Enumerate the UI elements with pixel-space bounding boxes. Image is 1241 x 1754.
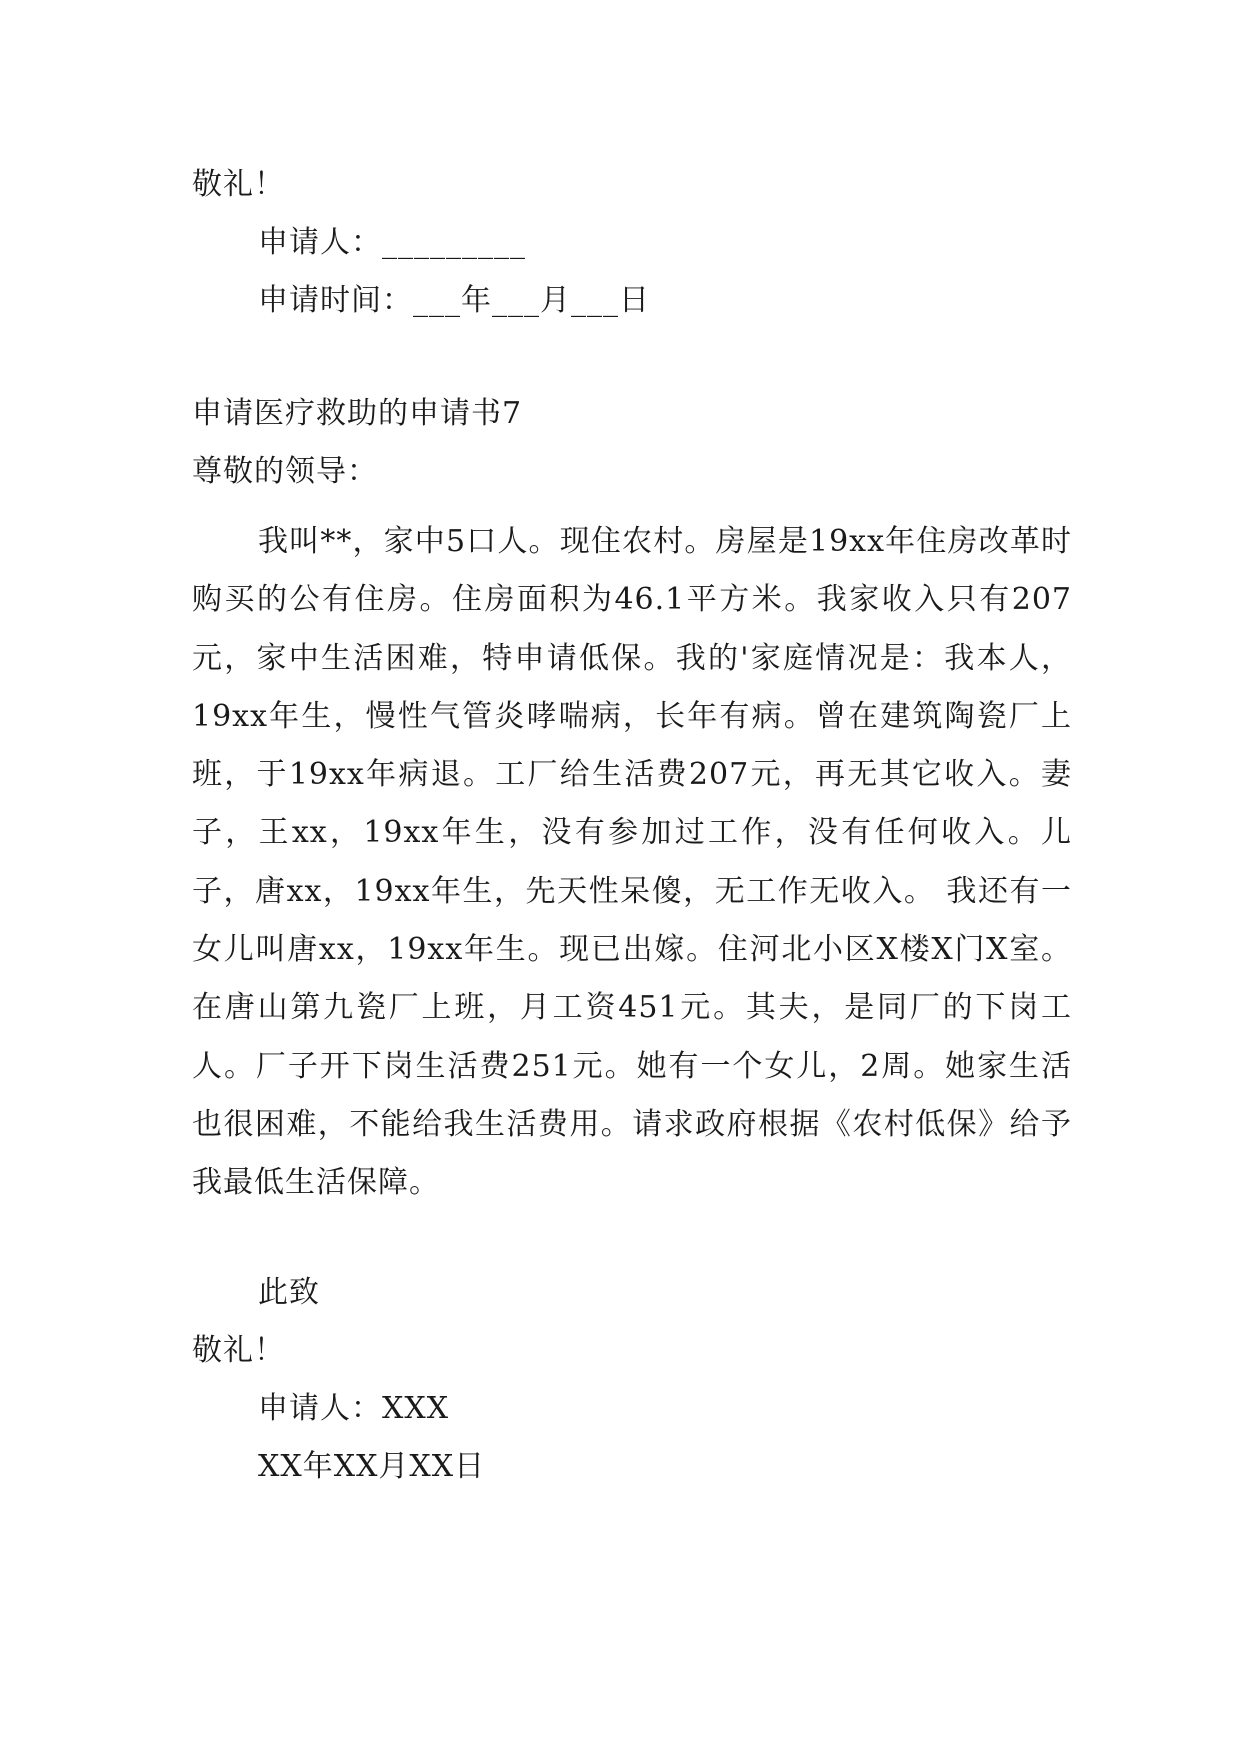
signature-date: XX年XX月XX日 [258,1449,486,1484]
closing-salute: 敬礼！ [192,1333,285,1368]
letter-salutation: 尊敬的领导： [192,454,378,489]
closing-salute-top: 敬礼！ [192,167,285,202]
letter-title: 申请医疗救助的申请书7 [192,396,523,431]
date-line-top: 申请时间：___年___月___日 [258,283,650,318]
applicant-line-top: 申请人：_________ [258,225,526,260]
applicant-signature: 申请人：XXX [258,1391,450,1426]
letter-body: 我叫**，家中5口人。现住农村。房屋是19xx年住房改革时购买的公有住房。住房面积为46.1平方米。我家收入只有207元，家中生活困难，特申请低保。我的'家庭情况是：我本人，19xx年生，慢性气管炎哮喘病，长年有病。曾在建筑陶瓷厂上班，于19xx年病退。工厂给生活费207元，再无其它收入。妻子，王xx，19xx年生，没有参加过工作，没有任何收入。儿子，唐xx，19xx年生，先天性呆傻，无工作无收入。 我还有一女儿叫唐xx，19xx年生。现已出嫁。住河北小区X楼X门X室。在唐山第九瓷厂上班，月工资451元。其夫，是同厂的下岗工人。厂子开下岗生活费251元。她有一个女儿，2周。她家生活也很困难，不能给我生活费用。请求政府根据《农村低保》给予我最低生活保障。 [192,524,1072,1201]
closing-cizhi: 此致 [258,1275,320,1310]
